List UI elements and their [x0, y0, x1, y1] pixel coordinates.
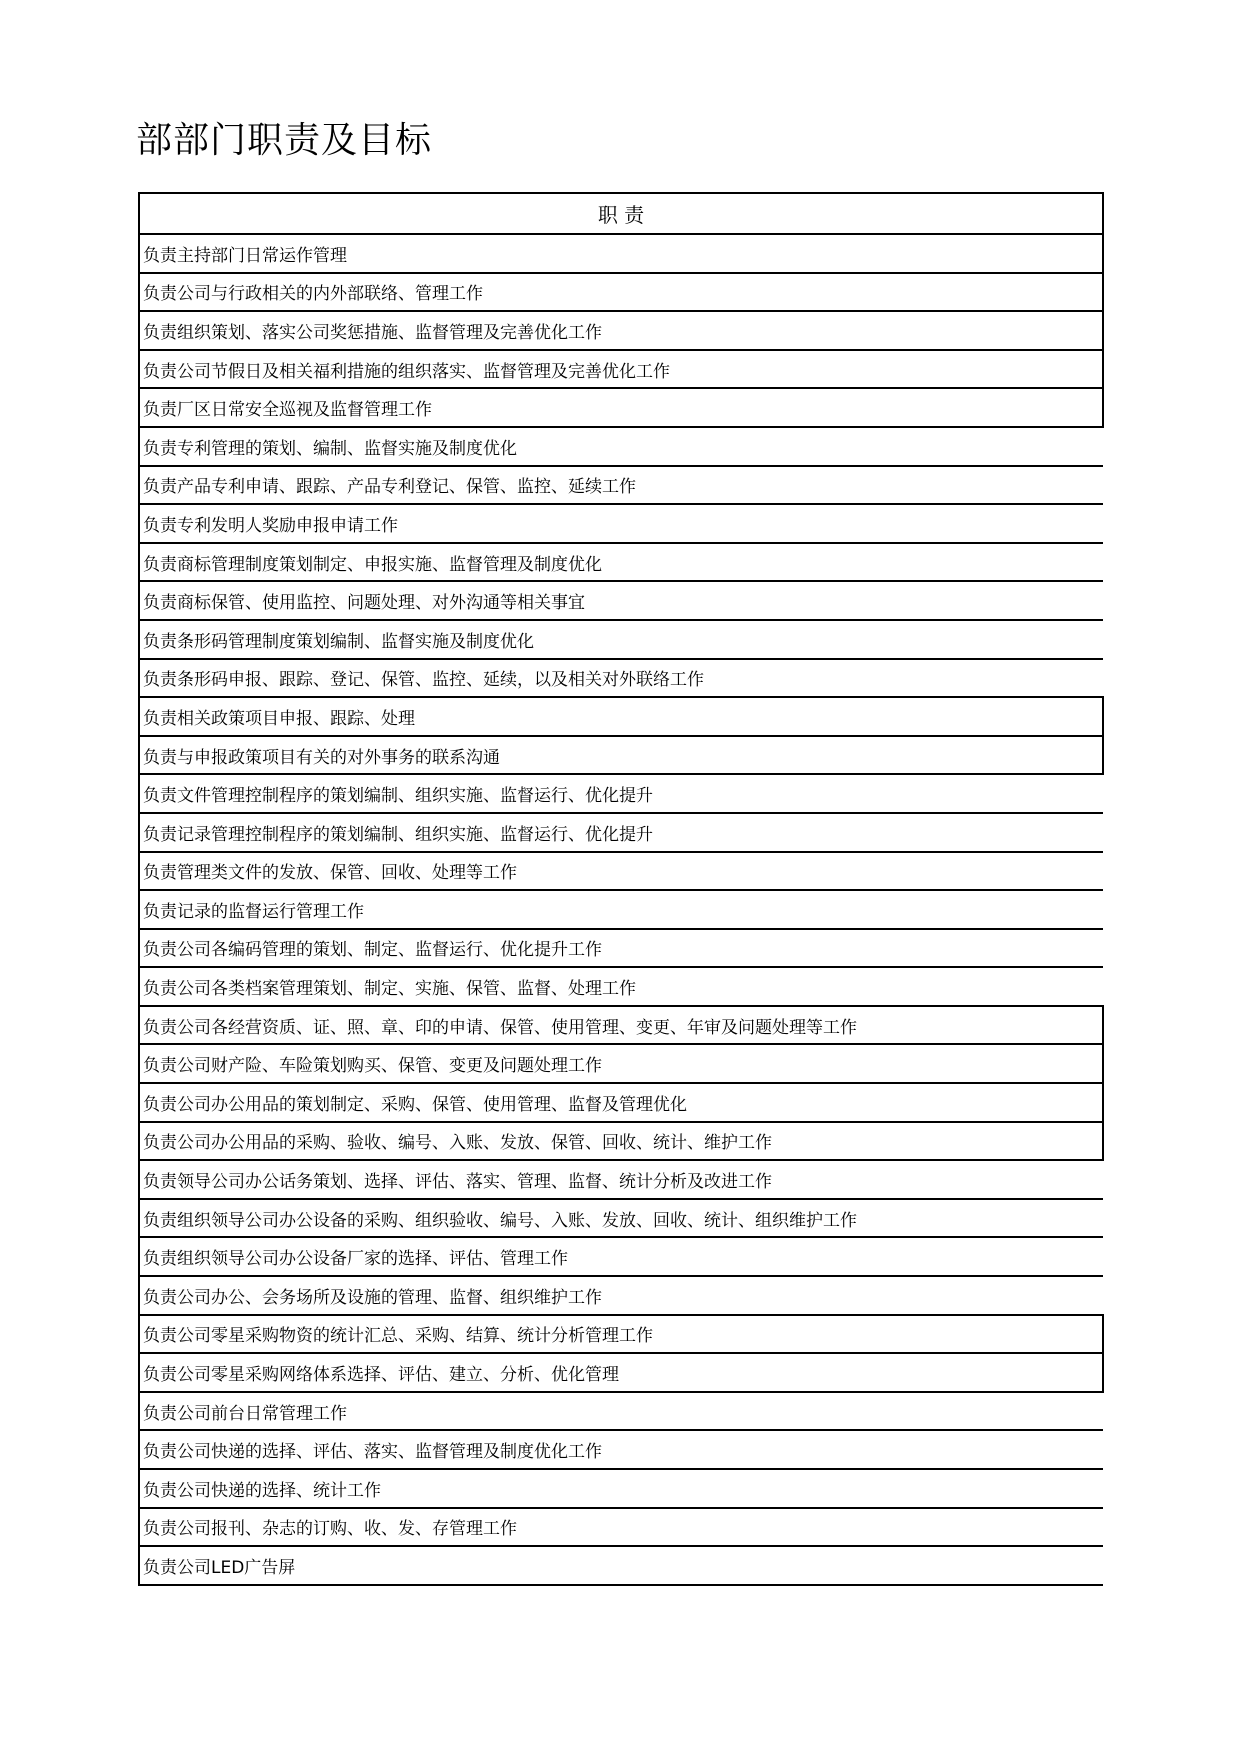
duty-table — [138, 192, 1104, 1586]
duty-cell: 负责相关政策项目申报、跟踪、处理 — [139, 697, 1103, 736]
table-row — [139, 620, 1103, 659]
duty-cell: 负责文件管理控制程序的策划编制、组织实施、监督运行、优化提升 — [139, 774, 1103, 813]
duty-cell: 负责商标管理制度策划制定、申报实施、监督管理及制度优化 — [139, 543, 1103, 582]
table-row — [139, 1546, 1103, 1585]
duty-cell: 负责公司与行政相关的内外部联络、管理工作 — [139, 273, 1103, 312]
duty-cell: 负责公司零星采购网络体系选择、评估、建立、分析、优化管理 — [139, 1353, 1103, 1392]
table-row — [139, 273, 1103, 312]
duty-cell: 负责厂区日常安全巡视及监督管理工作 — [139, 388, 1103, 427]
duty-cell: 负责公司各经营资质、证、照、章、印的申请、保管、使用管理、变更、年审及问题处理等工作 — [139, 1006, 1103, 1045]
table-row — [139, 311, 1103, 350]
table-row — [139, 1353, 1103, 1392]
table-row — [139, 1160, 1103, 1199]
table-row — [139, 466, 1103, 505]
duty-rows — [139, 234, 1103, 1585]
duty-cell: 负责主持部门日常运作管理 — [139, 234, 1103, 273]
duty-cell: 负责组织领导公司办公设备厂家的选择、评估、管理工作 — [139, 1237, 1103, 1276]
table-row — [139, 1469, 1103, 1508]
duty-cell: 负责领导公司办公话务策划、选择、评估、落实、管理、监督、统计分析及改进工作 — [139, 1160, 1103, 1199]
duty-cell: 负责组织领导公司办公设备的采购、组织验收、编号、入账、发放、回收、统计、组织维护工作 — [139, 1199, 1103, 1238]
table-row — [139, 1237, 1103, 1276]
duty-cell: 负责公司节假日及相关福利措施的组织落实、监督管理及完善优化工作 — [139, 350, 1103, 389]
table-row — [139, 774, 1103, 813]
column-header-duties: 职 责 — [139, 193, 1103, 234]
table-row — [139, 1276, 1103, 1315]
duty-cell: 负责公司各类档案管理策划、制定、实施、保管、监督、处理工作 — [139, 967, 1103, 1006]
duty-cell: 负责公司零星采购物资的统计汇总、采购、结算、统计分析管理工作 — [139, 1315, 1103, 1354]
table-row — [139, 1508, 1103, 1547]
table-row — [139, 1122, 1103, 1161]
table-row — [139, 659, 1103, 698]
table-row — [139, 581, 1103, 620]
table-row — [139, 1199, 1103, 1238]
duty-cell: 负责公司财产险、车险策划购买、保管、变更及问题处理工作 — [139, 1044, 1103, 1083]
duty-cell: 负责公司前台日常管理工作 — [139, 1392, 1103, 1431]
table-row — [139, 234, 1103, 273]
table-row — [139, 504, 1103, 543]
duty-cell: 负责条形码管理制度策划编制、监督实施及制度优化 — [139, 620, 1103, 659]
table-row — [139, 736, 1103, 775]
duty-cell: 负责公司办公用品的策划制定、采购、保管、使用管理、监督及管理优化 — [139, 1083, 1103, 1122]
duty-cell: 负责管理类文件的发放、保管、回收、处理等工作 — [139, 852, 1103, 891]
duty-cell: 负责公司快递的选择、评估、落实、监督管理及制度优化工作 — [139, 1430, 1103, 1469]
table-row — [139, 852, 1103, 891]
table-row — [139, 1006, 1103, 1045]
duty-cell: 负责商标保管、使用监控、问题处理、对外沟通等相关事宜 — [139, 581, 1103, 620]
table-row — [139, 543, 1103, 582]
table-row — [139, 1083, 1103, 1122]
duty-cell: 负责公司报刊、杂志的订购、收、发、存管理工作 — [139, 1508, 1103, 1547]
duty-cell: 负责专利管理的策划、编制、监督实施及制度优化 — [139, 427, 1103, 466]
duty-cell: 负责公司办公用品的采购、验收、编号、入账、发放、保管、回收、统计、维护工作 — [139, 1122, 1103, 1161]
duty-cell: 负责产品专利申请、跟踪、产品专利登记、保管、监控、延续工作 — [139, 466, 1103, 505]
duty-cell: 负责公司快递的选择、统计工作 — [139, 1469, 1103, 1508]
table-row — [139, 350, 1103, 389]
duty-cell: 负责与申报政策项目有关的对外事务的联系沟通 — [139, 736, 1103, 775]
table-row — [139, 967, 1103, 1006]
table-row — [139, 388, 1103, 427]
duty-cell: 负责记录的监督运行管理工作 — [139, 890, 1103, 929]
table-row — [139, 1315, 1103, 1354]
table-row — [139, 1392, 1103, 1431]
duty-cell: 负责专利发明人奖励申报申请工作 — [139, 504, 1103, 543]
table-header-row — [139, 193, 1103, 234]
duty-cell: 负责公司各编码管理的策划、制定、监督运行、优化提升工作 — [139, 929, 1103, 968]
duty-cell: 负责公司LED广告屏 — [139, 1546, 1103, 1585]
duty-cell: 负责条形码申报、跟踪、登记、保管、监控、延续，以及相关对外联络工作 — [139, 659, 1103, 698]
table-row — [139, 890, 1103, 929]
table-row — [139, 813, 1103, 852]
table-row — [139, 697, 1103, 736]
table-row — [139, 427, 1103, 466]
page-title: 部部门职责及目标 — [136, 120, 433, 161]
table-row — [139, 929, 1103, 968]
duty-cell: 负责组织策划、落实公司奖惩措施、监督管理及完善优化工作 — [139, 311, 1103, 350]
table-row — [139, 1430, 1103, 1469]
duty-cell: 负责公司办公、会务场所及设施的管理、监督、组织维护工作 — [139, 1276, 1103, 1315]
duty-cell: 负责记录管理控制程序的策划编制、组织实施、监督运行、优化提升 — [139, 813, 1103, 852]
table-row — [139, 1044, 1103, 1083]
